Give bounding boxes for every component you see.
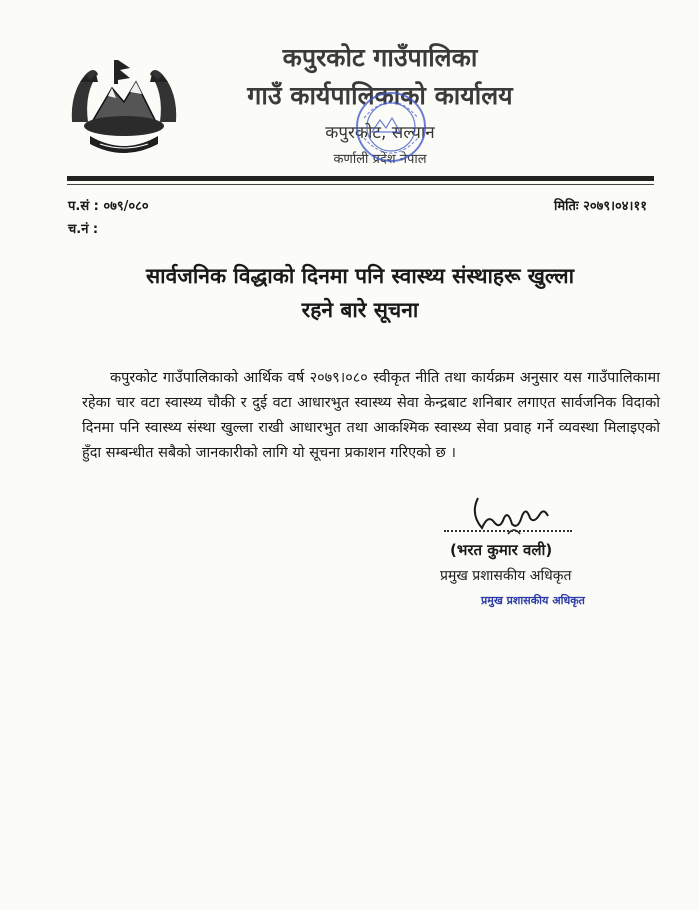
designation-stamp: प्रमुख प्रशासकीय अधिकृत [481, 594, 585, 607]
subject-line-2: रहने बारे सूचना [301, 298, 419, 322]
signer-name: (भरत कुमार वली) [450, 541, 553, 559]
date-value: २०७९।०४।११ [583, 199, 647, 214]
header-divider-thin [67, 184, 654, 185]
ps-value: ०७९/०८० [103, 199, 149, 214]
office-name: गाउँ कार्यपालिकाको कार्यालय [247, 81, 513, 110]
municipality-stamp-icon [352, 88, 430, 166]
ps-label: प.सं : [68, 199, 99, 214]
reference-number [68, 196, 149, 214]
signer-designation: प्रमुख प्रशासकीय अधिकृत [440, 568, 572, 584]
office-address: कपुरकोट, सल्यान [325, 123, 435, 143]
province-name: कर्णाली प्रदेश नेपाल [333, 152, 427, 167]
subject-line-1: सार्वजनिक विद्धाको दिनमा पनि स्वास्थ्य संस्थाहरू खुल्ला [145, 264, 575, 288]
dispatch-number [68, 219, 98, 237]
notice-body: कपुरकोट गाउँपालिकाको आर्थिक वर्ष २०७९।०८० स्वीकृत नीति तथा कार्यक्रम अनुसार यस गाउँपालिकामा रहेका चार वटा स्वास्थ्य चौकी र दुई वटा आधारभुत स्वास्थ्य सेवा केन्द्रबाट शनिबार लगाएत सार्वजनिक विदाको दिनमा पनि स्वास्थ्य संस्था खुल्ला राखी आधारभुत तथा आकश्मिक स्वास्थ्य सेवा प्रवाह गर्ने व्यवस्था मिलाइएको हुँदा सम्बन्धीत सबैको जानकारीको लागि यो सूचना प्रकाशन गरिएको छ । [82, 370, 660, 461]
signature-line [444, 530, 572, 532]
header-divider [67, 176, 654, 181]
municipality-name: कपुरकोट गाउँपालिका [282, 43, 478, 72]
cn-label: च.नं : [68, 222, 99, 237]
date-label: मितिः [553, 199, 579, 214]
notice-date [554, 196, 647, 214]
